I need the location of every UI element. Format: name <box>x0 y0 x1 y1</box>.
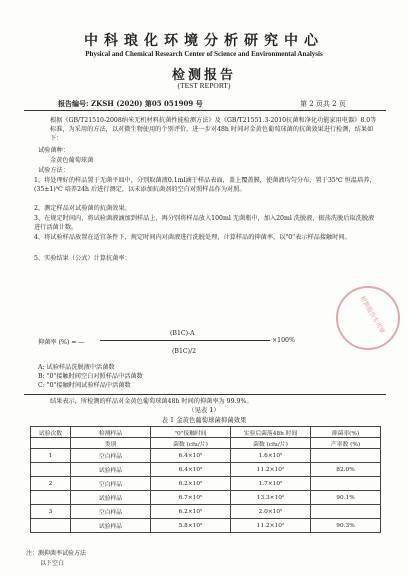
table-cell <box>311 449 381 463</box>
header-cell: 检测样品 <box>71 427 151 438</box>
table-cell: 6.2×10⁵ <box>151 477 231 491</box>
header-cell: 实验后菌落48h 时间 <box>231 427 311 438</box>
report-number: 报告编号: ZKSH (2020) 第05 051909 号 <box>58 99 203 108</box>
table-cell: 5.8×10⁵ <box>151 519 231 533</box>
table-cell: 1.7×10⁵ <box>231 477 311 491</box>
org-name-cn: 中科琅化环境分析研究中心 <box>84 33 324 49</box>
results-table <box>30 426 381 533</box>
method-step-5: 5、实验结果（公式）计算抗菌率： <box>34 255 131 262</box>
table-caption: 表 1 金黄色葡萄球菌抑菌效果 <box>161 416 247 424</box>
table-cell: 试验样品 <box>71 519 151 533</box>
formula-fraction-line <box>100 340 270 341</box>
table-cell: 1 <box>31 449 71 463</box>
table-row <box>31 491 381 505</box>
formula-label: 抑菌率 (%) = — <box>38 339 85 346</box>
table-row <box>31 477 381 491</box>
intro-paragraph: 根据《GB/T21510-2008纳米无机材料抗菌性能检测方法》及《GB/T21551.3-2010抗菌和净化功能家用电器》8.0等标准，为采用的方法，以对微生物使用的个别评价，进一步对48h 时间对金黄色葡萄球菌的抗菌效果进行检测，结果如下： <box>50 117 377 142</box>
report-title-en: (TEST REPORT) <box>177 81 231 90</box>
table-cell: 试验样品 <box>71 491 151 505</box>
header-cell: 抑菌率(%) <box>311 427 381 438</box>
table-cell <box>31 519 71 533</box>
official-seal <box>336 286 400 350</box>
table-cell: 90.3% <box>311 519 381 533</box>
seal-text: 检测报告专用章 <box>358 295 386 335</box>
header-cell: 类别 <box>71 438 151 449</box>
header-divider <box>24 110 386 111</box>
table-cell: 试验样品 <box>71 463 151 477</box>
table-cell: 6.4×10⁵ <box>151 463 231 477</box>
table-ref: （见表 1） <box>188 406 220 414</box>
test-strain-label: 试验菌种： <box>38 147 69 154</box>
section-divider <box>24 394 386 395</box>
table-cell: 6.7×10⁵ <box>151 491 231 505</box>
table-cell: 13.3×10² <box>231 491 311 505</box>
page-number: 第 2 页共 2 页 <box>300 100 346 108</box>
formula-denominator: (B1C)/2 <box>172 348 197 355</box>
table-cell: 空白样品 <box>71 449 151 463</box>
header-cell <box>31 438 71 449</box>
formula-percent: ×100% <box>272 337 295 344</box>
definition-a: A: 试验样品洗脱液中活菌数 <box>38 364 115 371</box>
header-cell: 菌数 (cfu/片) <box>231 438 311 449</box>
table-header-row <box>31 427 381 438</box>
table-cell: 2 <box>31 477 71 491</box>
formula-numerator: (B1C)-A <box>170 330 195 337</box>
table-cell: 6.4×10⁵ <box>151 449 231 463</box>
table-cell: 2.0×10⁵ <box>231 505 311 519</box>
definition-c: C: "0"接触时间试验样品中活菌数 <box>38 382 131 389</box>
table-cell: 3 <box>31 505 71 519</box>
header-cell: "0"接触时间 <box>151 427 231 438</box>
definition-b: B: "0"接触时间空白对照样品中活菌数 <box>38 373 143 380</box>
test-strain: 金黄色葡萄球菌 <box>50 157 94 164</box>
table-cell <box>311 477 381 491</box>
header-cell: 产率数 (%) <box>311 438 381 449</box>
table-cell: 6.2×10⁵ <box>151 505 231 519</box>
table-row <box>31 519 381 533</box>
table-row <box>31 463 381 477</box>
header-cell: 菌数 (cfu/片) <box>151 438 231 449</box>
table-row <box>31 505 381 519</box>
table-cell <box>31 491 71 505</box>
org-name-en: Physical and Chemical Research Center of Science and Environmental Analysis <box>85 50 323 58</box>
table-cell <box>311 505 381 519</box>
table-cell: 11.2×10² <box>231 519 311 533</box>
method-label: 试验方法： <box>38 167 69 174</box>
report-title: 检测报告 <box>171 68 236 83</box>
table-cell: 1.6×10⁵ <box>231 449 311 463</box>
conclusion: 结果表示，所检测的样品对金黄色葡萄球菌48h 时间的抑菌率为 99.9%。 <box>50 398 253 405</box>
footnote: 注：测抑菌率试验方法 <box>26 550 87 557</box>
method-step-1: 1、将处理好的样品置于无菌平皿中，分别取菌液0.1ml滴于样品表面，盖上覆盖膜，使菌液均匀分布，置于35℃ 恒温培养，(35±1)℃ 培养24h 后进行测定，以未添加抗菌剂的空白对照样品作为对照。 <box>34 177 376 193</box>
table-cell <box>31 463 71 477</box>
header-cell: 试验次数 <box>31 427 71 438</box>
table-subheader-row <box>31 438 381 449</box>
table-cell: 空白样品 <box>71 477 151 491</box>
table-cell: 90.1% <box>311 491 381 505</box>
table-cell: 空白样品 <box>71 505 151 519</box>
method-step-3: 3、在规定时间内，将试验菌液滴加到样品上，再分别将样品放入100ml 无菌瓶中，加入20ml 洗脱液，振荡洗脱后取洗脱液进行活菌计数。 <box>34 215 375 231</box>
table-row <box>31 449 381 463</box>
table-cell: 82.0% <box>311 463 381 477</box>
table-cell: 11.2×10² <box>231 463 311 477</box>
method-step-4: 4、将试验样品放置在适宜条件下，规定时间内对菌液进行洗脱处理，计算样品的抑菌率，以"0"表示样品接触时间。 <box>34 234 351 241</box>
method-step-2: 2、测定样品对试验菌的抗菌效果。 <box>34 205 131 212</box>
end-marker: 以下空白 <box>40 560 65 567</box>
